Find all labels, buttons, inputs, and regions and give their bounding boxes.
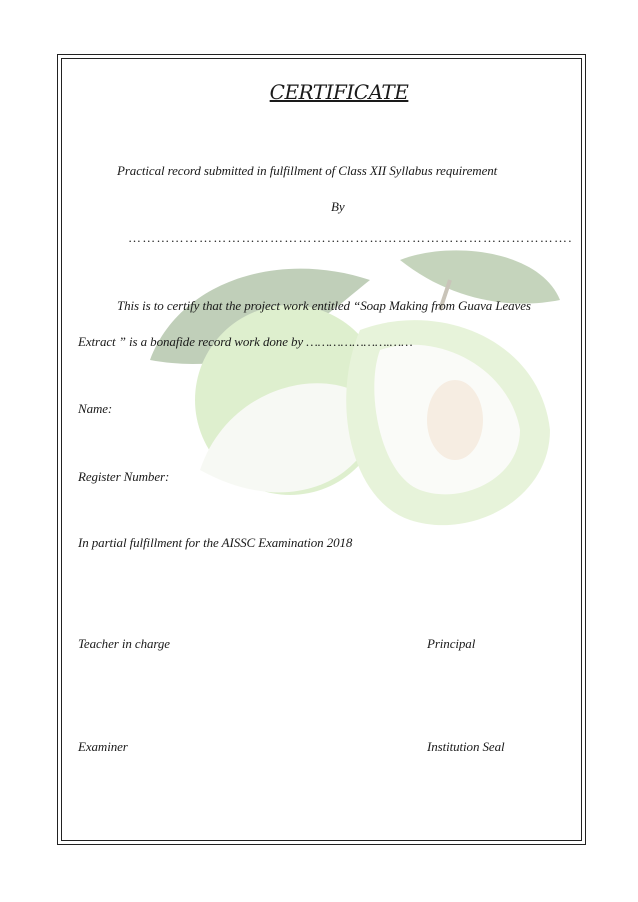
certify-line-1: This is to certify that the project work entitled “Soap Making from Guava Leaves <box>117 298 531 313</box>
partial-fulfillment-line: In partial fulfillment for the AISSC Examination 2018 <box>78 535 353 550</box>
register-number-label: Register Number: <box>78 469 170 484</box>
by-dotted-line: …………………………………………………………………………………. <box>128 230 573 245</box>
examiner-label: Examiner <box>78 739 128 754</box>
certify-line-2: Extract ” is a bonafide record work done by ………………….…… <box>78 334 413 349</box>
intro-line: Practical record submitted in fulfillment of Class XII Syllabus requirement <box>117 163 498 178</box>
name-label: Name: <box>78 401 113 416</box>
by-label: By <box>331 199 345 214</box>
guava-watermark-image <box>140 240 570 540</box>
leaf-shape <box>400 250 560 303</box>
guava-seed-area-shape <box>427 380 483 460</box>
teacher-in-charge-label: Teacher in charge <box>78 636 170 651</box>
principal-label: Principal <box>427 636 476 651</box>
institution-seal-label: Institution Seal <box>427 739 505 754</box>
certificate-title <box>0 80 638 104</box>
certificate-title-text: CERTIFICATE <box>269 80 409 104</box>
